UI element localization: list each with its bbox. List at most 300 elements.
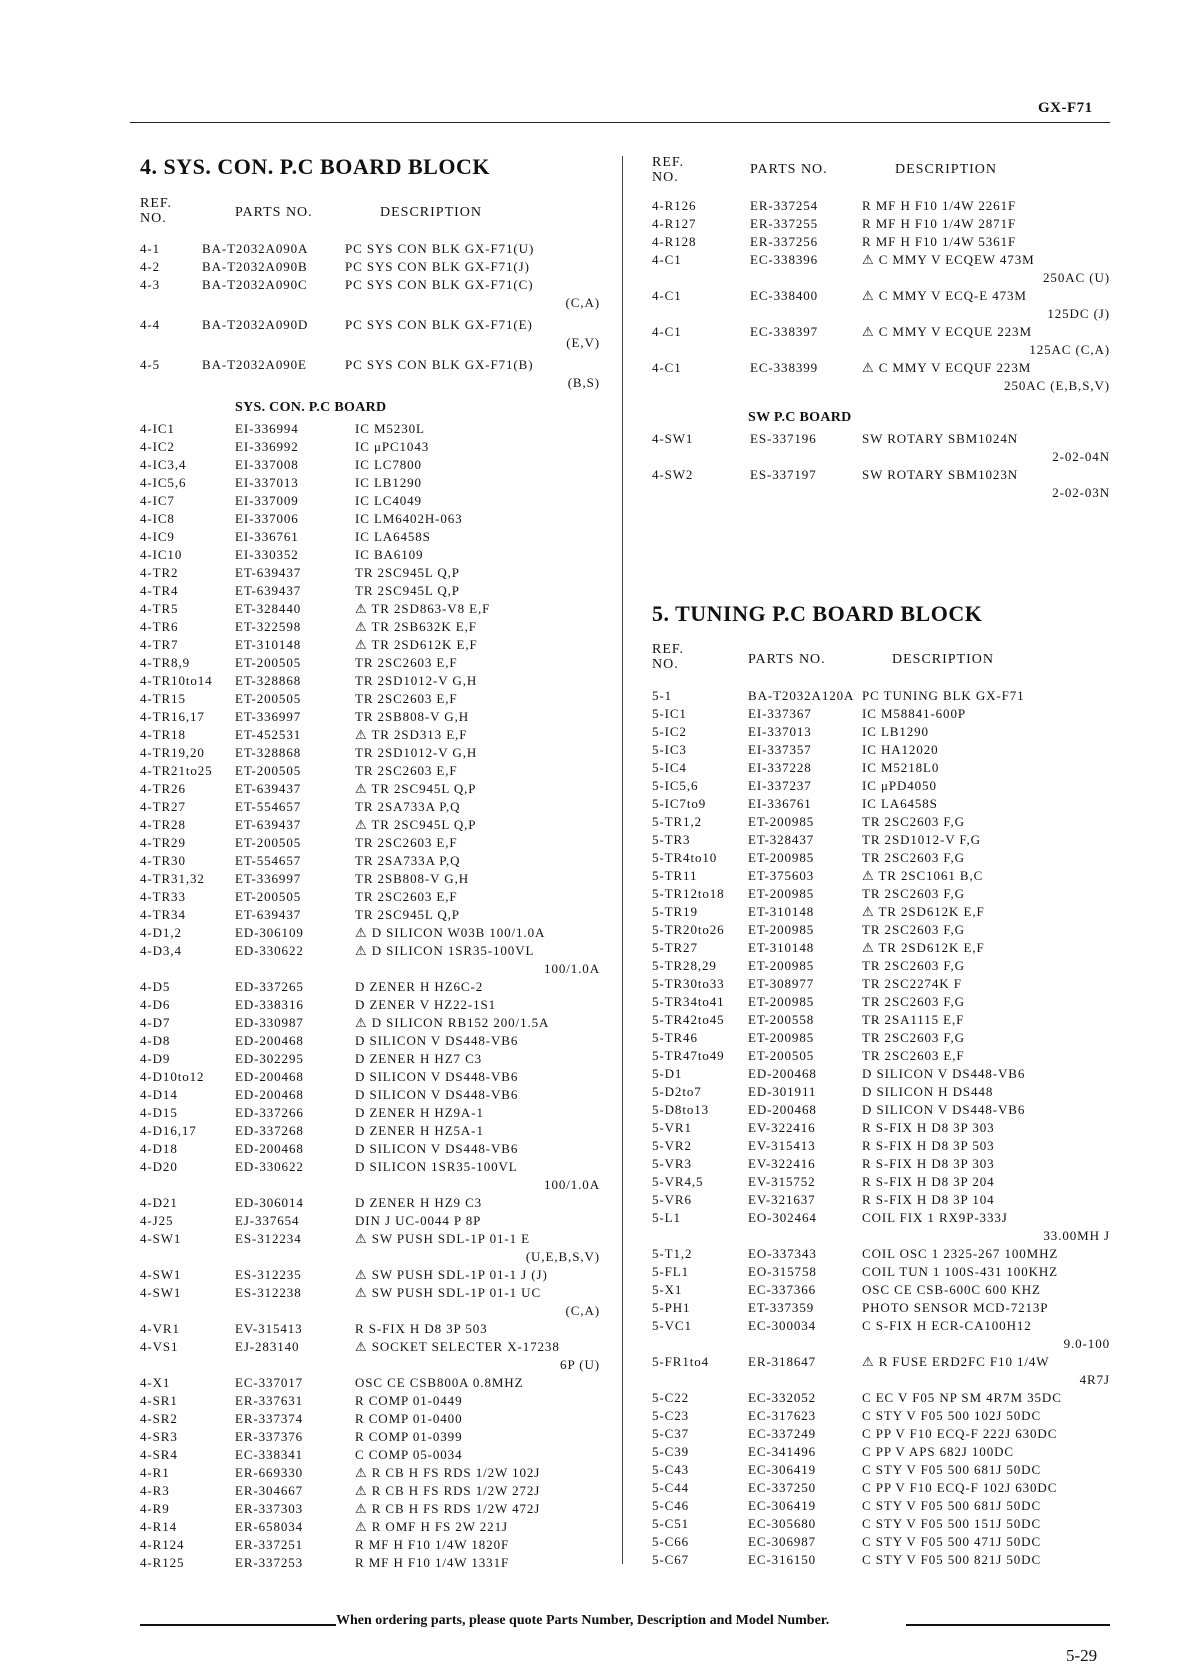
ref-no: 4-R9 [140, 1501, 170, 1516]
parts-no: ET-308977 [748, 976, 815, 991]
table-row [140, 636, 600, 654]
table-row [652, 1353, 1110, 1389]
ref-no: 5-C46 [652, 1498, 689, 1513]
parts-no: ED-200468 [748, 1066, 817, 1081]
table-row [652, 233, 1110, 251]
description: C STY V F05 500 471J 50DC [862, 1534, 1042, 1549]
description: IC LA6458S [862, 796, 938, 811]
parts-no: EC-337250 [748, 1480, 817, 1495]
ref-no: 4-J25 [140, 1213, 174, 1228]
ref-no: 4-VS1 [140, 1339, 179, 1354]
ref-no: 4-TR30 [140, 853, 186, 868]
table-row [140, 762, 600, 780]
table-row [652, 1533, 1110, 1551]
description: R MF H F10 1/4W 2871F [862, 216, 1017, 231]
ref-no: 4-5 [140, 357, 161, 372]
description: IC LA6458S [355, 529, 431, 544]
ref-no: 5-VC1 [652, 1318, 692, 1333]
description: C PP V APS 682J 100DC [862, 1444, 1014, 1459]
table-row [140, 1338, 600, 1374]
ref-no: 4-SR1 [140, 1393, 178, 1408]
table-row [140, 438, 600, 456]
table-row [140, 356, 600, 392]
description-continued: 125DC (J) [1047, 306, 1110, 321]
ref-no: 5-IC1 [652, 706, 687, 721]
parts-no: ET-639437 [235, 907, 302, 922]
table-row [140, 726, 600, 744]
parts-no: ER-337253 [235, 1555, 304, 1570]
ref-no: 5-TR11 [652, 868, 698, 883]
description: TR 2SC2603 E,F [355, 763, 458, 778]
parts-no: ET-310148 [748, 940, 815, 955]
table-row [652, 795, 1110, 813]
table-row [652, 1299, 1110, 1317]
description: ⚠ R OMF H FS 2W 221J [355, 1519, 508, 1534]
description: COIL FIX 1 RX9P-333J [862, 1210, 1008, 1225]
ref-no: 4-TR4 [140, 583, 179, 598]
ref-no: 4-D3,4 [140, 943, 182, 958]
table-row [652, 1101, 1110, 1119]
parts-no: ES-337197 [750, 467, 817, 482]
table-row [652, 323, 1110, 359]
description-continued: (E,V) [566, 335, 600, 350]
table-row [140, 924, 600, 942]
description: IC M5218L0 [862, 760, 940, 775]
parts-no: EC-305680 [748, 1516, 817, 1531]
parts-no: ET-200505 [235, 835, 302, 850]
description: TR 2SC2603 F,G [862, 850, 965, 865]
description: ⚠ TR 2SD612K E,F [862, 940, 985, 955]
table-row [652, 1443, 1110, 1461]
description: R S-FIX H D8 3P 503 [355, 1321, 488, 1336]
parts-no: ED-337265 [235, 979, 304, 994]
description: D SILICON V DS448-VB6 [862, 1066, 1026, 1081]
ref-no: 5-1 [652, 688, 673, 703]
description: R MF H F10 1/4W 1331F [355, 1555, 510, 1570]
parts-no: EC-316150 [748, 1552, 817, 1567]
table-row [140, 888, 600, 906]
parts-no: EI-337008 [235, 457, 299, 472]
parts-no: EV-322416 [748, 1156, 816, 1171]
section4-desc-header: DESCRIPTION [380, 205, 483, 220]
table-row [140, 240, 600, 258]
ref-no: 4-TR8,9 [140, 655, 190, 670]
description: IC LC7800 [355, 457, 422, 472]
table-row [140, 564, 600, 582]
parts-no: ER-337303 [235, 1501, 304, 1516]
ref-no: 5-FL1 [652, 1264, 689, 1279]
ref-no: 4-D7 [140, 1015, 171, 1030]
ref-no: 4-TR26 [140, 781, 186, 796]
description: TR 2SD1012-V G,H [355, 673, 478, 688]
description: C STY V F05 500 681J 50DC [862, 1498, 1042, 1513]
table-row [652, 1209, 1110, 1245]
table-row [140, 1266, 600, 1284]
ref-no: 4-IC9 [140, 529, 175, 544]
ref-no: 4-D9 [140, 1051, 171, 1066]
ref-no: 4-TR34 [140, 907, 186, 922]
table-row [652, 1047, 1110, 1065]
description: TR 2SA733A P,Q [355, 853, 461, 868]
table-row [652, 885, 1110, 903]
table-row [652, 1515, 1110, 1533]
parts-no: ED-200468 [235, 1141, 304, 1156]
ref-no: 5-C43 [652, 1462, 689, 1477]
description: COIL TUN 1 100S-431 100KHZ [862, 1264, 1059, 1279]
table-row [652, 251, 1110, 287]
sys-con-board-title: SYS. CON. P.C BOARD [235, 400, 387, 415]
table-row [652, 975, 1110, 993]
table-row [140, 780, 600, 798]
description: ⚠ SOCKET SELECTER X-17238 [355, 1339, 560, 1354]
description: SW ROTARY SBM1024N [862, 431, 1019, 446]
ref-no: 5-TR20to26 [652, 922, 725, 937]
table-row [140, 510, 600, 528]
parts-no: EI-330352 [235, 547, 299, 562]
table-row [140, 1536, 600, 1554]
parts-no: EC-338399 [750, 360, 819, 375]
description-continued: 250AC (E,B,S,V) [1004, 378, 1110, 393]
parts-no: EI-337367 [748, 706, 812, 721]
description: TR 2SA1115 E,F [862, 1012, 965, 1027]
table-row [652, 215, 1110, 233]
table-row [140, 1410, 600, 1428]
description: DIN J UC-0044 P 8P [355, 1213, 482, 1228]
table-row [140, 1086, 600, 1104]
table-row [652, 993, 1110, 1011]
description: D SILICON V DS448-VB6 [355, 1141, 519, 1156]
parts-no: ER-337251 [235, 1537, 304, 1552]
description: D SILICON V DS448-VB6 [862, 1102, 1026, 1117]
description: TR 2SC2274K F [862, 976, 962, 991]
parts-no: ET-337359 [748, 1300, 815, 1315]
ref-no: 5-D1 [652, 1066, 683, 1081]
ref-no: 4-TR5 [140, 601, 179, 616]
description: OSC CE CSB-600C 600 KHZ [862, 1282, 1041, 1297]
ref-no: 4-R126 [652, 198, 697, 213]
ref-no: 5-TR1,2 [652, 814, 702, 829]
parts-no: ER-304667 [235, 1483, 304, 1498]
parts-no: ED-302295 [235, 1051, 304, 1066]
description: ⚠ TR 2SC945L Q,P [355, 817, 477, 832]
description: TR 2SC2603 E,F [355, 655, 458, 670]
description: R MF H F10 1/4W 1820F [355, 1537, 510, 1552]
description: PC TUNING BLK GX-F71 [862, 688, 1025, 703]
parts-no: BA-T2032A090A [202, 241, 309, 256]
parts-no: ER-337376 [235, 1429, 304, 1444]
ref-no: 5-PH1 [652, 1300, 691, 1315]
table-row [140, 1464, 600, 1482]
section5-parts-list [652, 687, 1110, 1569]
parts-no: ET-200985 [748, 850, 815, 865]
description: IC LM6402H-063 [355, 511, 463, 526]
parts-no: ET-639437 [235, 565, 302, 580]
ref-no: 5-VR1 [652, 1120, 692, 1135]
description: ⚠ SW PUSH SDL-1P 01-1 E [355, 1231, 531, 1246]
description: IC BA6109 [355, 547, 424, 562]
description: D SILICON 1SR35-100VL [355, 1159, 518, 1174]
parts-no: EC-341496 [748, 1444, 817, 1459]
description: IC HA12020 [862, 742, 939, 757]
description: ⚠ C MMY V ECQ-E 473M [862, 288, 1027, 303]
ref-no: 4-SR4 [140, 1447, 178, 1462]
ref-no: 5-TR47to49 [652, 1048, 725, 1063]
description: ⚠ SW PUSH SDL-1P 01-1 UC [355, 1285, 542, 1300]
ref-no: 4-R128 [652, 234, 697, 249]
description: ⚠ D SILICON 1SR35-100VL [355, 943, 535, 958]
description: ⚠ TR 2SC945L Q,P [355, 781, 477, 796]
parts-no: ES-337196 [750, 431, 817, 446]
parts-no: EC-306419 [748, 1498, 817, 1513]
description: ⚠ TR 2SD863-V8 E,F [355, 601, 491, 616]
ref-no: 4-TR27 [140, 799, 186, 814]
table-row [140, 1554, 600, 1572]
table-row [140, 708, 600, 726]
table-row [652, 1425, 1110, 1443]
table-row [652, 759, 1110, 777]
description: ⚠ TR 2SD612K E,F [862, 904, 985, 919]
table-row [652, 430, 1110, 466]
table-row [140, 1500, 600, 1518]
table-row [140, 1482, 600, 1500]
parts-no: ED-330622 [235, 1159, 304, 1174]
table-row [652, 1461, 1110, 1479]
parts-no: EI-337009 [235, 493, 299, 508]
ref-no: 5-VR2 [652, 1138, 692, 1153]
table-row [652, 1389, 1110, 1407]
description: ⚠ C MMY V ECQUF 223M [862, 360, 1032, 375]
description: C EC V F05 NP SM 4R7M 35DC [862, 1390, 1062, 1405]
description: TR 2SB808-V G,H [355, 709, 470, 724]
ref-no: 4-R124 [140, 1537, 185, 1552]
description: C STY V F05 500 151J 50DC [862, 1516, 1042, 1531]
table-row [652, 687, 1110, 705]
table-row [140, 492, 600, 510]
table-row [652, 921, 1110, 939]
ref-no: 5-IC4 [652, 760, 687, 775]
parts-no: ET-554657 [235, 853, 302, 868]
description: C COMP 05-0034 [355, 1447, 463, 1462]
description-continued: 6P (U) [560, 1357, 600, 1372]
ref-no: 5-IC2 [652, 724, 687, 739]
ref-no: 5-D2to7 [652, 1084, 702, 1099]
description: R COMP 01-0400 [355, 1411, 463, 1426]
table-row [140, 744, 600, 762]
description: D SILICON V DS448-VB6 [355, 1069, 519, 1084]
parts-no: EJ-337654 [235, 1213, 300, 1228]
ref-no: 5-C39 [652, 1444, 689, 1459]
description: R COMP 01-0449 [355, 1393, 463, 1408]
description: D ZENER H HZ7 C3 [355, 1051, 483, 1066]
description: TR 2SC2603 E,F [355, 691, 458, 706]
sw-board-title: SW P.C BOARD [748, 410, 852, 425]
parts-no: ET-200985 [748, 814, 815, 829]
ref-no: 5-FR1to4 [652, 1354, 710, 1369]
description-continued: (C,A) [565, 1303, 600, 1318]
ref-no: 4-TR7 [140, 637, 179, 652]
header-rule [130, 122, 1110, 123]
table-row [140, 276, 600, 312]
parts-no: ER-337256 [750, 234, 819, 249]
ref-no: 5-VR3 [652, 1156, 692, 1171]
description: TR 2SC2603 E,F [862, 1048, 965, 1063]
parts-no: ER-658034 [235, 1519, 304, 1534]
parts-no: ED-330622 [235, 943, 304, 958]
parts-no: EC-338396 [750, 252, 819, 267]
description: ⚠ D SILICON RB152 200/1.5A [355, 1015, 550, 1030]
description: R MF H F10 1/4W 2261F [862, 198, 1017, 213]
description: D ZENER V HZ22-1S1 [355, 997, 497, 1012]
ref-no: 5-TR12to18 [652, 886, 725, 901]
description: R S-FIX H D8 3P 104 [862, 1192, 995, 1207]
table-row [140, 1158, 600, 1194]
parts-no: ET-200985 [748, 886, 815, 901]
description: D SILICON V DS448-VB6 [355, 1087, 519, 1102]
parts-no: BA-T2032A090B [202, 259, 308, 274]
description: PC SYS CON BLK GX-F71(U) [345, 241, 535, 256]
parts-no: ET-639437 [235, 781, 302, 796]
parts-no: EI-336994 [235, 421, 299, 436]
ref-no: 4-1 [140, 241, 161, 256]
ref-no: 5-C51 [652, 1516, 689, 1531]
parts-no: ET-328437 [748, 832, 815, 847]
parts-no: ER-337631 [235, 1393, 304, 1408]
parts-no: ES-312238 [235, 1285, 302, 1300]
table-row [652, 1065, 1110, 1083]
description: ⚠ SW PUSH SDL-1P 01-1 J (J) [355, 1267, 548, 1282]
table-row [652, 466, 1110, 502]
parts-no: ED-337266 [235, 1105, 304, 1120]
ref-no: 5-TR42to45 [652, 1012, 725, 1027]
ref-no: 4-IC5,6 [140, 475, 187, 490]
parts-no: EI-336992 [235, 439, 299, 454]
table-row [140, 618, 600, 636]
description-continued: 100/1.0A [544, 961, 600, 976]
description-continued: (C,A) [565, 295, 600, 310]
ref-no: 5-TR27 [652, 940, 698, 955]
right-ref-header: REF. NO. [652, 155, 685, 185]
table-row [140, 852, 600, 870]
column-divider [622, 156, 623, 1564]
description: TR 2SC2603 F,G [862, 994, 965, 1009]
description: TR 2SC2603 F,G [862, 1030, 965, 1045]
table-row [652, 1029, 1110, 1047]
description-continued: 250AC (U) [1043, 270, 1110, 285]
ref-no: 5-IC7to9 [652, 796, 707, 811]
description: ⚠ R CB H FS RDS 1/2W 272J [355, 1483, 541, 1498]
table-row [140, 316, 600, 352]
table-row [140, 654, 600, 672]
parts-no: ED-200468 [235, 1087, 304, 1102]
table-row [652, 939, 1110, 957]
section5-desc-header: DESCRIPTION [892, 652, 995, 667]
parts-no: EC-317623 [748, 1408, 817, 1423]
parts-no: ET-328868 [235, 673, 302, 688]
ref-no: 4-TR2 [140, 565, 179, 580]
ref-no: 4-D6 [140, 997, 171, 1012]
table-row [140, 1320, 600, 1338]
description: TR 2SC2603 F,G [862, 958, 965, 973]
model-number: GX-F71 [1038, 100, 1093, 116]
parts-no: ED-306109 [235, 925, 304, 940]
ref-no: 4-D18 [140, 1141, 178, 1156]
description: COIL OSC 1 2325-267 100MHZ [862, 1246, 1059, 1261]
ref-no: 4-SR3 [140, 1429, 178, 1444]
parts-no: ET-200505 [748, 1048, 815, 1063]
description: IC μPD4050 [862, 778, 937, 793]
description: D ZENER H HZ9A-1 [355, 1105, 484, 1120]
right-desc-header: DESCRIPTION [895, 162, 998, 177]
table-row [140, 1068, 600, 1086]
table-row [140, 996, 600, 1014]
description: ⚠ TR 2SC1061 B,C [862, 868, 984, 883]
parts-no: ET-328868 [235, 745, 302, 760]
table-row [140, 582, 600, 600]
table-row [652, 723, 1110, 741]
description: PC SYS CON BLK GX-F71(E) [345, 317, 533, 332]
parts-no: EV-315413 [748, 1138, 816, 1153]
parts-no: EI-337013 [235, 475, 299, 490]
table-row [652, 1245, 1110, 1263]
section4-ref-header: REF. NO. [140, 196, 173, 226]
description: ⚠ TR 2SD313 E,F [355, 727, 468, 742]
parts-no: EJ-283140 [235, 1339, 300, 1354]
ref-no: 4-TR28 [140, 817, 186, 832]
table-row [652, 705, 1110, 723]
description: ⚠ R CB H FS RDS 1/2W 102J [355, 1465, 541, 1480]
description: ⚠ D SILICON W03B 100/1.0A [355, 925, 546, 940]
description: ⚠ R FUSE ERD2FC F10 1/4W [862, 1354, 1050, 1369]
table-row [652, 1551, 1110, 1569]
ref-no: 4-R1 [140, 1465, 170, 1480]
description-continued: 33.00MH J [1043, 1228, 1110, 1243]
parts-no: EC-338400 [750, 288, 819, 303]
table-row [652, 849, 1110, 867]
parts-no: ED-337268 [235, 1123, 304, 1138]
table-row [652, 287, 1110, 323]
parts-no: EI-336761 [748, 796, 812, 811]
description: TR 2SB808-V G,H [355, 871, 470, 886]
description: IC LC4049 [355, 493, 422, 508]
description: R S-FIX H D8 3P 303 [862, 1120, 995, 1135]
ref-no: 5-VR6 [652, 1192, 692, 1207]
table-row [652, 1191, 1110, 1209]
table-row [140, 816, 600, 834]
parts-no: ET-310148 [748, 904, 815, 919]
ref-no: 4-C1 [652, 360, 682, 375]
parts-no: EI-337357 [748, 742, 812, 757]
parts-no: EV-322416 [748, 1120, 816, 1135]
table-row [652, 359, 1110, 395]
ref-no: 4-TR18 [140, 727, 186, 742]
ref-no: 5-IC3 [652, 742, 687, 757]
parts-no: ET-200985 [748, 994, 815, 1009]
parts-no: EV-321637 [748, 1192, 816, 1207]
table-row [140, 474, 600, 492]
parts-no: EC-338397 [750, 324, 819, 339]
description: TR 2SD1012-V G,H [355, 745, 478, 760]
description: TR 2SD1012-V F,G [862, 832, 981, 847]
description: PHOTO SENSOR MCD-7213P [862, 1300, 1049, 1315]
description: TR 2SC2603 E,F [355, 835, 458, 850]
parts-no: EC-306987 [748, 1534, 817, 1549]
ref-no: 4-TR31,32 [140, 871, 205, 886]
table-row [140, 1518, 600, 1536]
table-row [140, 600, 600, 618]
ref-no: 4-D1,2 [140, 925, 182, 940]
table-row [652, 1173, 1110, 1191]
description: ⚠ R CB H FS RDS 1/2W 472J [355, 1501, 541, 1516]
